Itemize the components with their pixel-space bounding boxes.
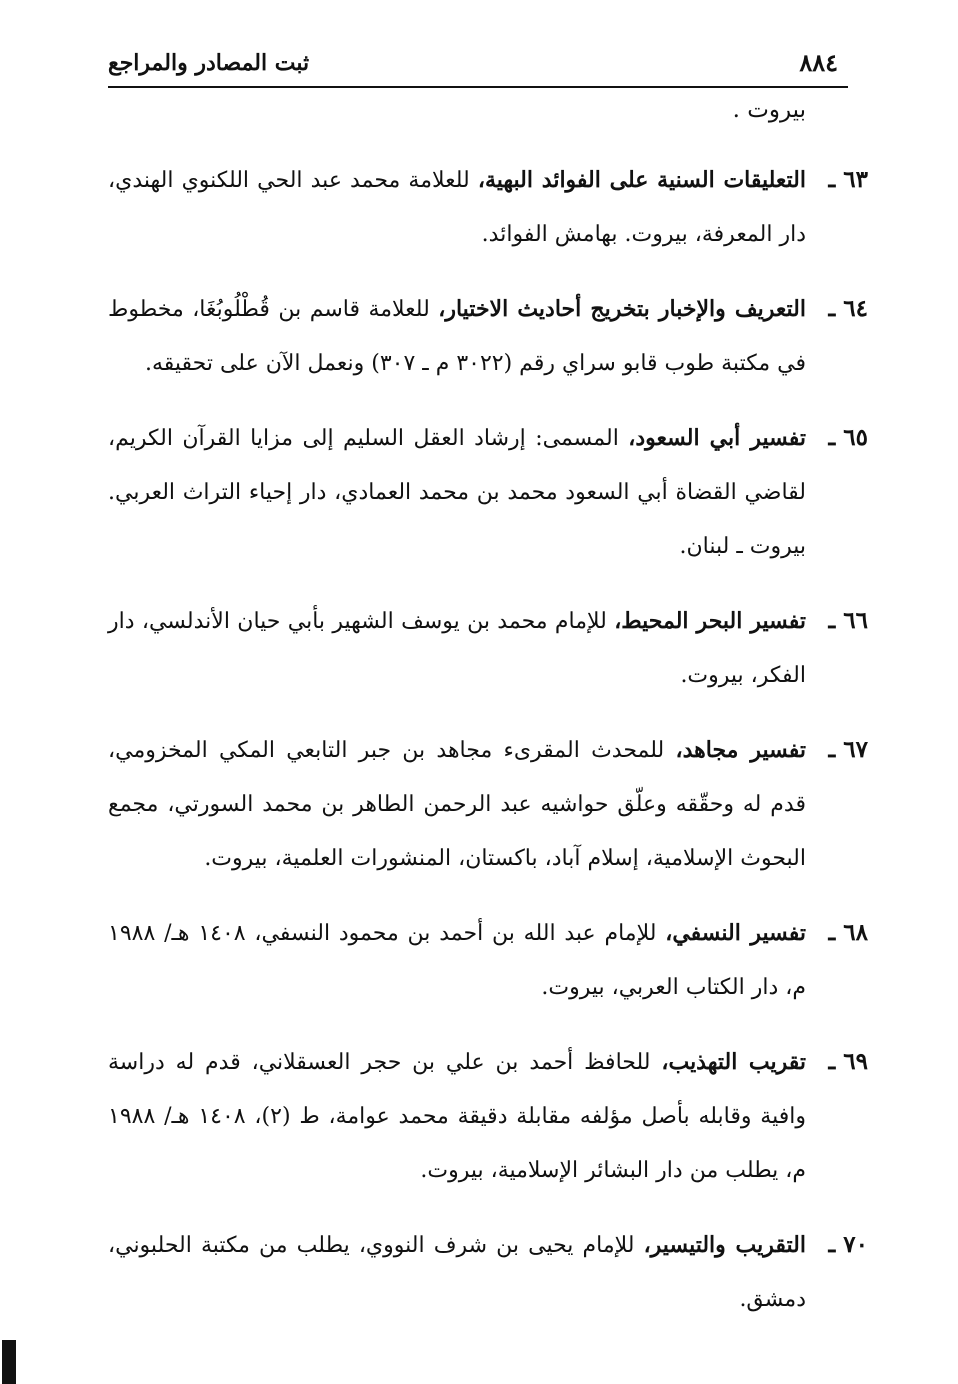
entry-text: [108, 906, 806, 1015]
entry-details: للإمام يحيى بن شرف النووي، يطلب من مكتبة الحلبوني، دمشق.: [108, 1233, 806, 1312]
entry-title: تفسير البحر المحيط،: [614, 608, 807, 634]
bibliography-entry-68: [108, 906, 868, 1015]
entry-number: ٦٦ ـ: [828, 607, 868, 634]
entry-text: [108, 282, 806, 391]
page-number: ٨٨٤: [799, 48, 838, 77]
entry-title: التعريف والإخبار بتخريج أحاديث الاختيار،: [438, 296, 806, 322]
entry-title: تقريب التهذيب،: [661, 1049, 806, 1075]
bibliography-entry-66: [108, 594, 868, 703]
entry-number: ٦٣ ـ: [828, 166, 868, 193]
entry-title: تفسير مجاهد،: [675, 737, 806, 763]
entry-text: [108, 411, 806, 574]
scan-edge-mark: [2, 1340, 16, 1384]
bibliography-entry-65: [108, 411, 868, 574]
bibliography-list: [108, 95, 868, 1347]
continuation-text: بيروت .: [732, 97, 806, 123]
bibliography-entry-69: [108, 1035, 868, 1198]
entry-text: [108, 1035, 806, 1198]
entry-number: ٦٨ ـ: [828, 919, 868, 946]
bibliography-entry-64: [108, 282, 868, 391]
entry-title: التعليقات السنية على الفوائد البهية،: [477, 167, 806, 193]
page-header: [108, 40, 848, 88]
entry-number: ٦٤ ـ: [828, 295, 868, 322]
running-title: ثبت المصادر والمراجع: [108, 50, 310, 76]
entry-details: للمحدث المقرىء مجاهد بن جبر التابعي المكي المخزومي، قدم له وحقّقه وعلّق حواشيه عبد الرحمن الطاهر بن محمد السورتي، مجمع البحوث الإسلامية، إسلام آباد، باكستان، المنشورات العلمية، بيروت.: [108, 738, 806, 871]
entry-number: ٧٠ ـ: [828, 1231, 868, 1258]
entry-text: [108, 723, 806, 886]
entry-details: المسمى: إرشاد العقل السليم إلى مزايا القرآن الكريم، لقاضي القضاة أبي السعود محمد بن محمد العمادي، دار إحياء التراث العربي. بيروت ـ لبنان.: [108, 426, 806, 559]
entry-number: ٦٧ ـ: [828, 736, 868, 763]
entry-details: للإمام عبد الله بن أحمد بن محمود النسفي، ١٤٠٨ هـ/ ١٩٨٨ م، دار الكتاب العربي، بيروت.: [108, 921, 806, 1000]
entry-text: [108, 1218, 806, 1327]
bibliography-entry-70: [108, 1218, 868, 1327]
entry-details: للعلامة محمد عبد الحي اللكنوي الهندي، دار المعرفة، بيروت. بهامش الفوائد.: [108, 168, 806, 247]
bibliography-entry-67: [108, 723, 868, 886]
bibliography-entry-63: [108, 153, 868, 262]
entry-details: للإمام محمد بن يوسف الشهير بأبي حيان الأندلسي، دار الفكر، بيروت.: [108, 609, 806, 688]
entry-text: [108, 153, 806, 262]
entry-number: ٦٥ ـ: [828, 424, 868, 451]
entry-number: ٦٩ ـ: [828, 1048, 868, 1075]
entry-text: [108, 594, 806, 703]
entry-title: تفسير أبي السعود،: [628, 425, 806, 451]
entry-details: للعلامة قاسم بن قُطْلُوبُغَا، مخطوط في مكتبة طوب قابو سراي رقم (٣٠٢٢ م ـ ٣٠٧) ونعمل الآن على تحقيقه.: [108, 297, 806, 376]
entry-details: للحافظ أحمد بن علي بن حجر العسقلاني، قدم له دراسة وافية وقابله بأصل مؤلفه مقابلة دقيقة محمد عوامة، ط (٢)، ١٤٠٨ هـ/ ١٩٨٨ م، يطلب من دار البشائر الإسلامية، بيروت.: [108, 1050, 806, 1183]
entry-title: التقريب والتيسير،: [643, 1232, 806, 1258]
entry-title: تفسير النسفي،: [665, 920, 806, 946]
